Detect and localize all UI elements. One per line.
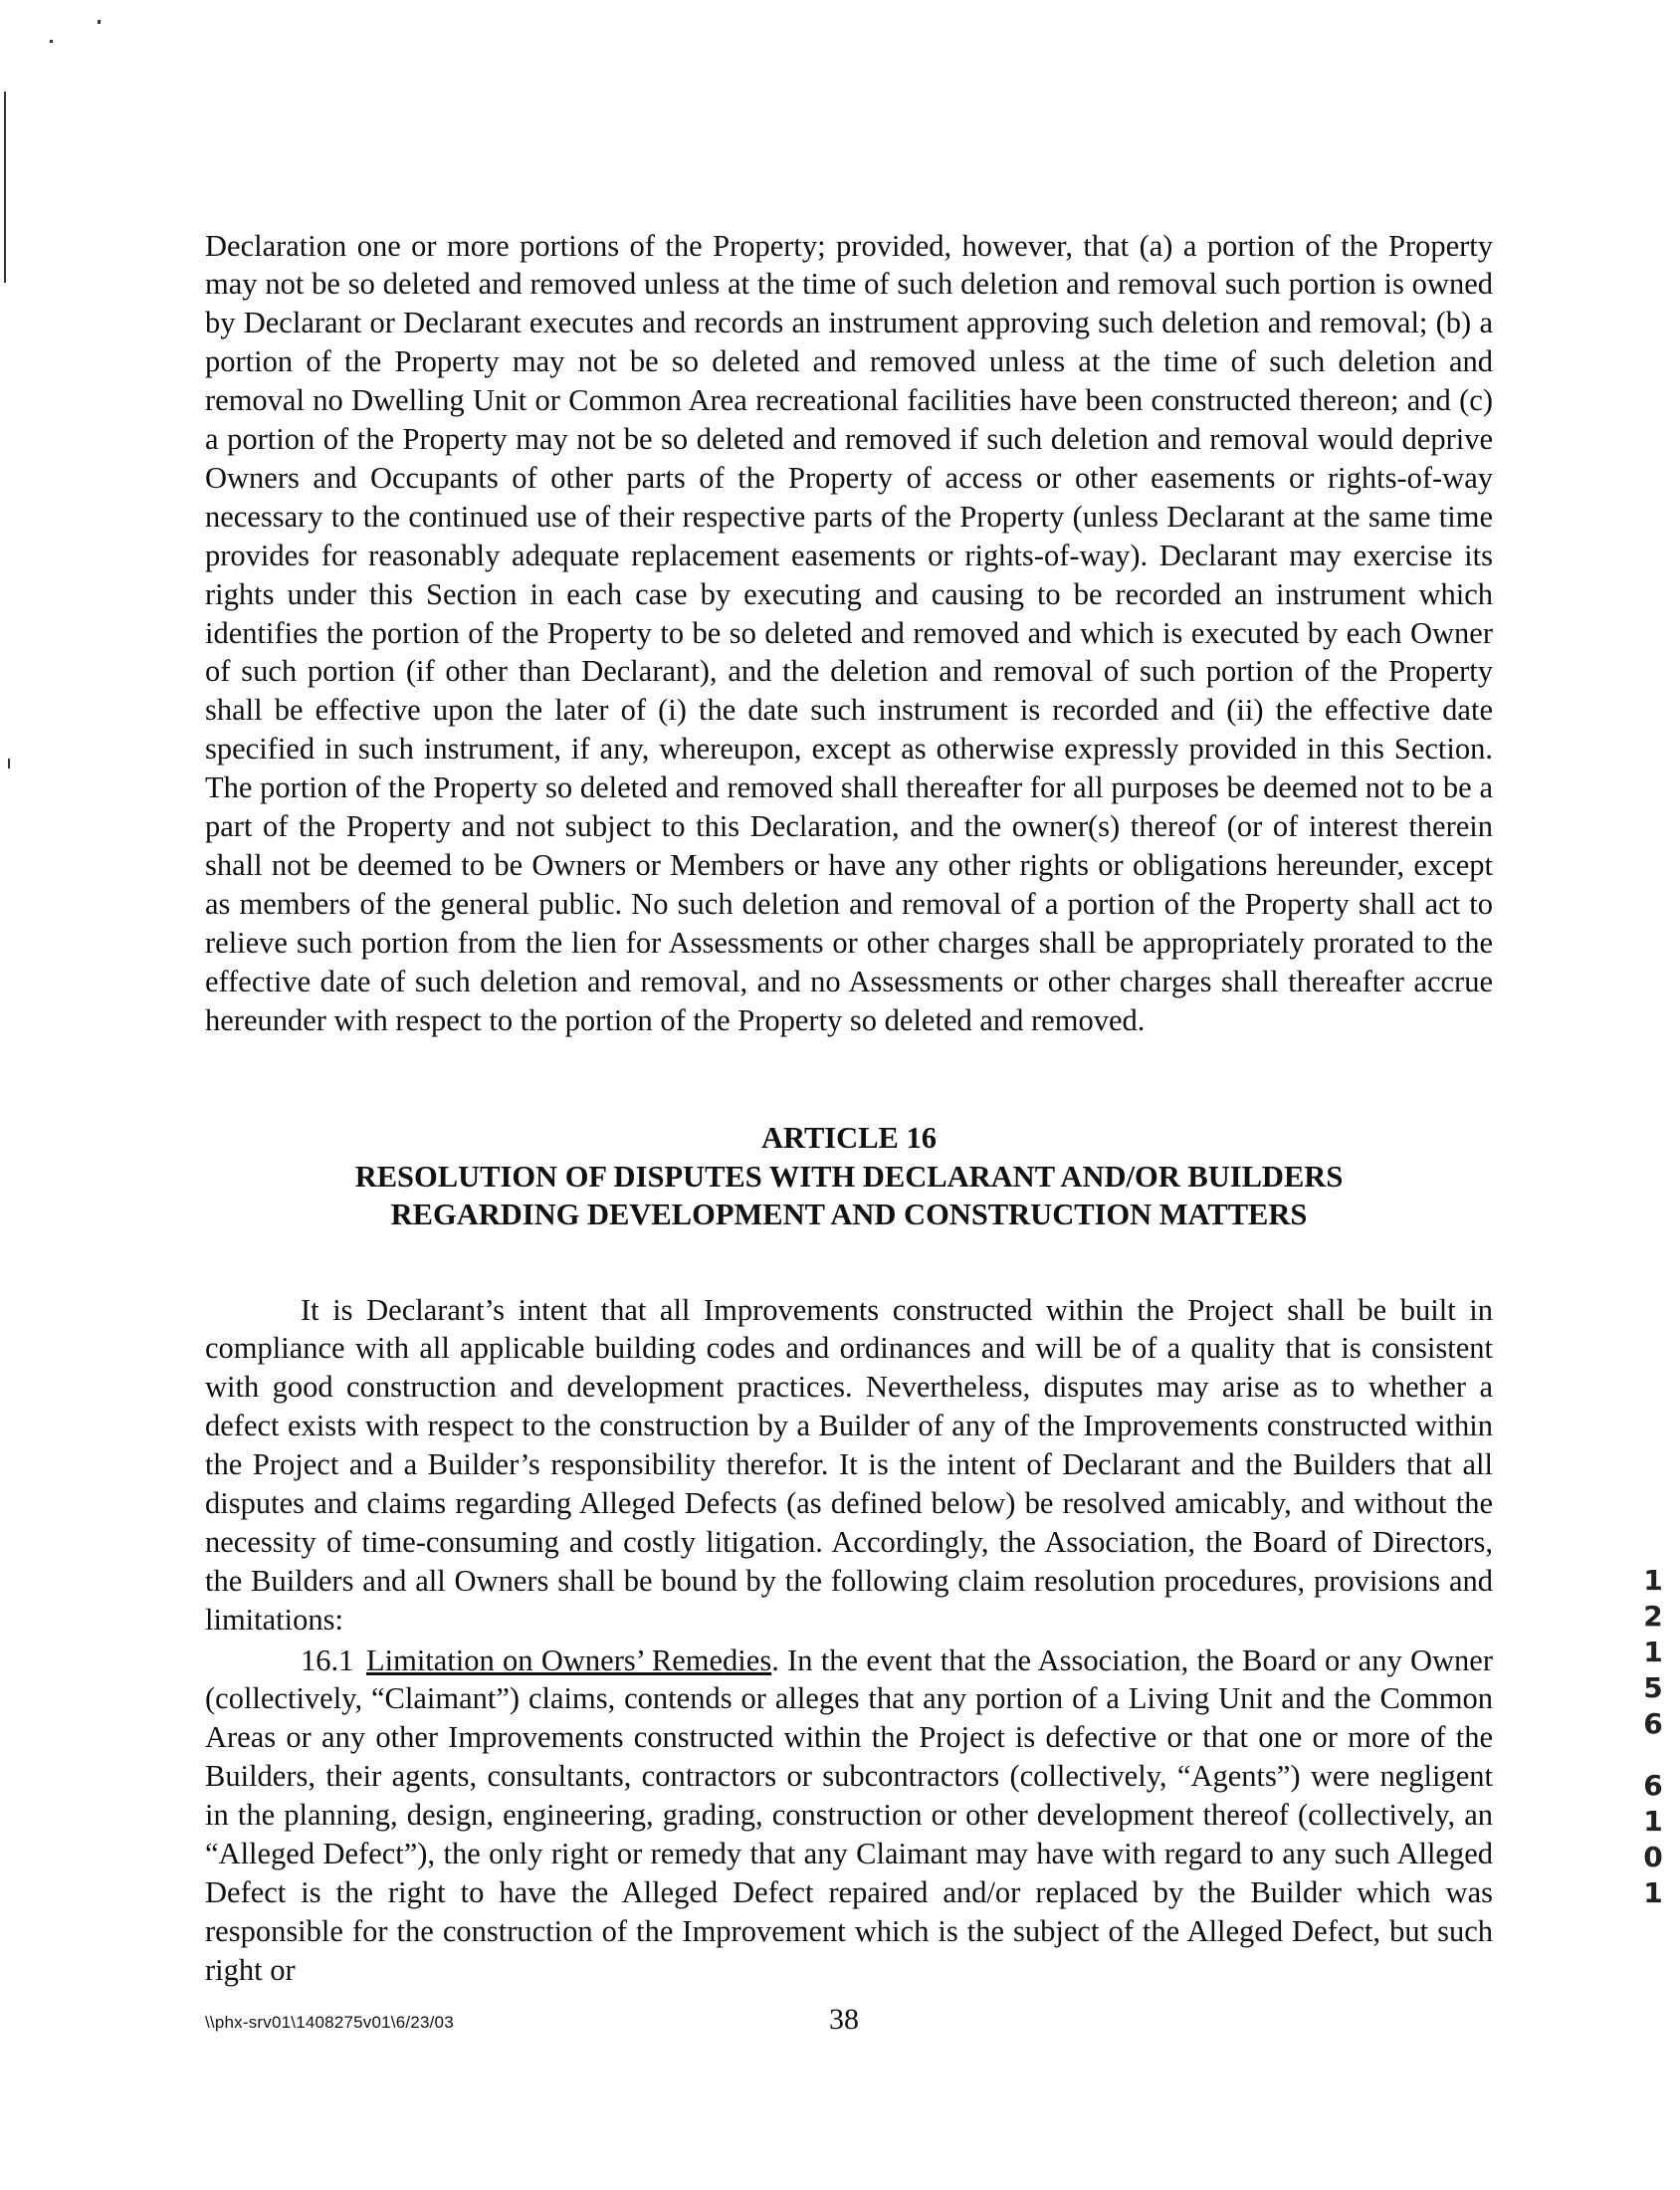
article-title-line-1: RESOLUTION OF DISPUTES WITH DECLARANT AND/OR BUILDERS [354,1159,1344,1194]
scan-artifact-dot [98,20,101,24]
stamp-digit: 2 [1643,1600,1663,1633]
stamp-digit: 0 [1643,1841,1663,1873]
stamp-digit: 5 [1643,1671,1663,1704]
intro-paragraph: It is Declarant’s intent that all Improvements constructed within the Project shall be built in compliance with all applicable building codes and ordinances and will be of a quality that is consistent with good construction and development practices. Nevertheless, disputes may arise as to whether a defect exists with respect to the construction by a Builder of any of the Improvements constructed within the Project and a Builder’s responsibility therefor. It is the intent of Declarant and the Builders that all disputes and claims regarding Alleged Defects (as defined below) be resolved amicably, and without the necessity of time-consuming and costly litigation. Accordingly, the Association, the Board of Directors, the Builders and all Owners shall be bound by the following claim resolution procedures, provisions and limitations: [205,1292,1493,1637]
scan-artifact-dot [8,759,10,768]
continuation-paragraph: Declaration one or more portions of the Property; provided, however, that (a) a portion of the Property may not be so deleted and removed unless at the time of such deletion and removal such portion is owned by Declarant or Declarant executes and records an instrument approving such deletion and removal; (b) a portion of the Property may not be so deleted and removed unless at the time of such deletion and removal no Dwelling Unit or Common Area recreational facilities have been constructed thereon; and (c) a portion of the Property may not be so deleted and removed if such deletion and removal would deprive Owners and Occupants of other parts of the Property of access or other easements or rights-of-way necessary to the continued use of their respective parts of the Property (unless Declarant at the same time provides for reasonably adequate replacement easements or rights-of-way). Declarant may exercise its rights under this Section in each case by executing and causing to be recorded an instrument which identifies the portion of the Property to be so deleted and removed and which is executed by each Owner of such portion (if other than Declarant), and the deletion and removal of such portion of the Property shall be effective upon the later of (i) the date such instrument is recorded and (ii) the effective date specified in such instrument, if any, whereupon, except as otherwise expressly provided in this Section. The portion of the Property so deleted and removed shall thereafter for all purposes be deemed not to be a part of the Property and not subject to this Declaration, and the owner(s) thereof (or of interest therein shall not be deemed to be Owners or Members or have any other rights or obligations hereunder, except as members of the general public. No such deletion and removal of a portion of the Property shall act to relieve such portion from the lien for Assessments or other charges shall be appropriately prorated to the effective date of such deletion and removal, and no Assessments or other charges shall thereafter accrue hereunder with respect to the portion of the Property so deleted and removed. [205,228,1493,1037]
stamp-digit: 6 [1643,1707,1663,1740]
section-16-1-paragraph [205,1642,1493,1990]
stamp-digit: 1 [1643,1564,1663,1597]
article-title-line-2: REGARDING DEVELOPMENT AND CONSTRUCTION MATTERS [390,1198,1308,1231]
stamp-gap [1640,1742,1666,1768]
stamp-digit: 1 [1643,1876,1663,1909]
margin-recording-stamp [1640,1563,1666,1911]
stamp-digit: 1 [1643,1636,1663,1668]
section-title: Limitation on Owners’ Remedies [366,1642,772,1677]
page-number: 38 [829,2003,859,2036]
stamp-digit: 1 [1643,1805,1663,1838]
scan-artifact-dot [50,40,53,43]
footer-file-path: \\phx-srv01\1408275v01\6/23/03 [205,2013,454,2032]
stamp-digit: 6 [1643,1769,1663,1802]
section-text: . In the event that the Association, the Board or any Owner (collectively, “Claimant”) claims, contends or alleges that any portion of a Living Unit and the Common Areas or any other Improvements constructed within the Project is defective or that one or more of the Builders, their agents, consultants, contractors or subcontractors (collectively, “Agents”) were negligent in the planning, design, engineering, grading, construction or other development thereof (collectively, an “Alleged Defect”), the only right or remedy that any Claimant may have with regard to any such Alleged Defect is the right to have the Alleged Defect repaired and/or replaced by the Builder which was responsible for the construction of the Improvement which is the subject of the Alleged Defect, but such right or [205,1642,1493,1987]
article-heading [205,1119,1493,1234]
scan-artifact-left-line [4,92,6,283]
article-number: ARTICLE 16 [760,1121,938,1155]
section-number: 16.1 [301,1642,354,1677]
